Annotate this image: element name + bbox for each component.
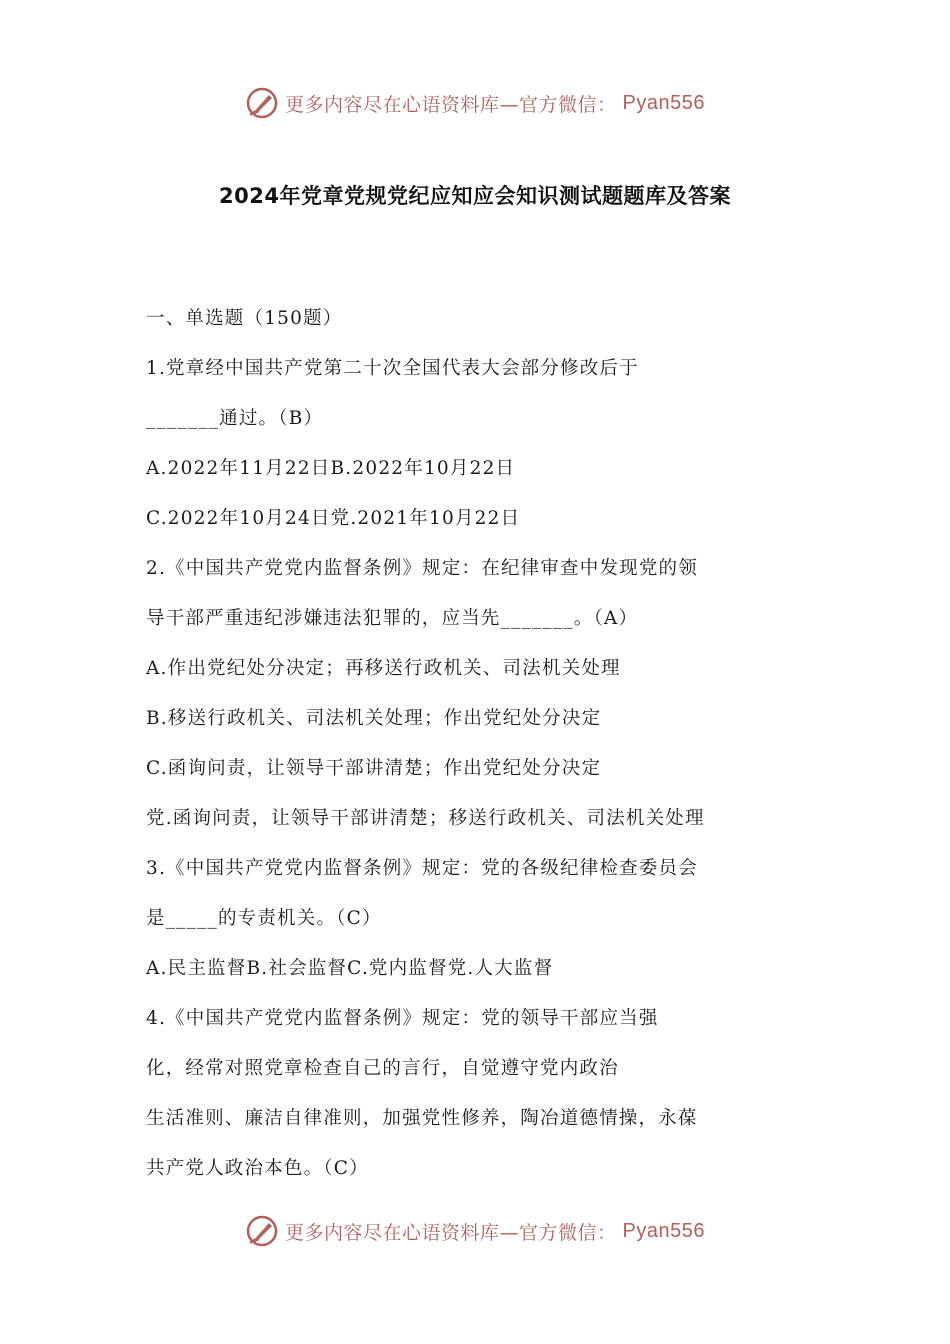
option-line: B.移送行政机关、司法机关处理；作出党纪处分决定 <box>146 708 602 729</box>
question-line: 是_____的专责机关。（C） <box>146 908 382 929</box>
question-line: 4.《中国共产党党内监督条例》规定：党的领导干部应当强 <box>146 1008 659 1029</box>
option-line: C.函询问责，让领导干部讲清楚；作出党纪处分决定 <box>146 758 602 779</box>
option-line: A.作出党纪处分决定；再移送行政机关、司法机关处理 <box>146 658 621 679</box>
option-line: 党.函询问责，让领导干部讲清楚；移送行政机关、司法机关处理 <box>146 808 705 829</box>
options-line: C.2022年10月24日党.2021年10月22日 <box>146 508 521 529</box>
section-heading: 一、单选题（150题） <box>146 308 343 329</box>
watermark-code: Pyan556 <box>622 91 705 114</box>
watermark-footer <box>0 1214 950 1248</box>
watermark-code: Pyan556 <box>622 1219 705 1242</box>
options-line: A.民主监督B.社会监督C.党内监督党.人大监督 <box>146 958 554 979</box>
watermark-text: 更多内容尽在心语资料库—官方微信： <box>285 93 617 116</box>
question-line: 3.《中国共产党党内监督条例》规定：党的各级纪律检查委员会 <box>146 858 698 879</box>
watermark-text: 更多内容尽在心语资料库—官方微信： <box>285 1221 617 1244</box>
quill-logo-icon <box>245 86 279 120</box>
watermark-header <box>0 86 950 120</box>
question-line: 1.党章经中国共产党第二十次全国代表大会部分修改后于 <box>146 358 639 379</box>
question-line: 生活准则、廉洁自律准则，加强党性修养，陶冶道德情操，永葆 <box>146 1108 698 1129</box>
options-line: A.2022年11月22日B.2022年10月22日 <box>146 458 516 479</box>
quill-logo-icon <box>245 1214 279 1248</box>
question-line: 共产党人政治本色。（C） <box>146 1158 369 1179</box>
question-line: _______通过。（B） <box>146 408 324 429</box>
question-body <box>146 294 806 1194</box>
question-line: 导干部严重违纪涉嫌违法犯罪的，应当先_______。（A） <box>146 608 639 629</box>
question-line: 2.《中国共产党党内监督条例》规定：在纪律审查中发现党的领 <box>146 558 698 579</box>
document-title: 2024年党章党规党纪应知应会知识测试题题库及答案 <box>219 184 731 208</box>
question-line: 化，经常对照党章检查自己的言行，自觉遵守党内政治 <box>146 1058 619 1079</box>
